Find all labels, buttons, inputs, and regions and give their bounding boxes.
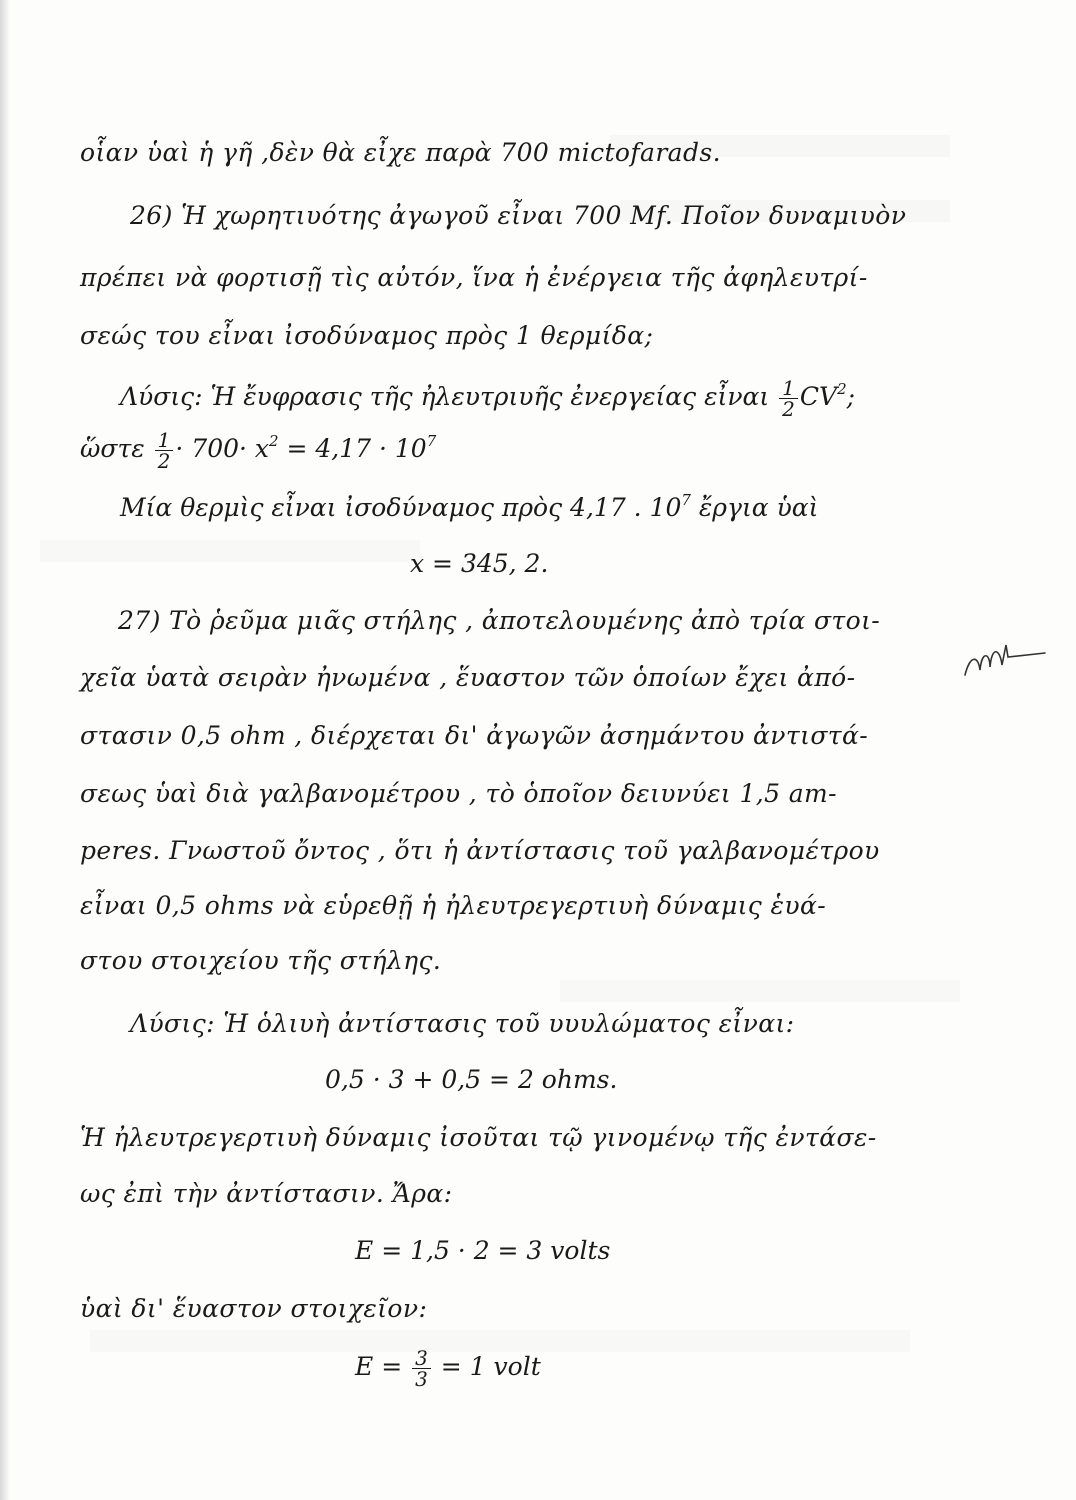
problem-26-statement: 26) Ἡ χωρητιυότης ἀγωγοῦ εἶναι 700 Μf. Ποῖον δυναμιυὸν [130,201,907,230]
text-line: σεώς του εἶναι ἰσοδύναμος πρὸς 1 θερμίδα; [80,321,654,350]
equation-energy: ὥστε $\frac{1}{2}$ · $700\cdot x^2 = 4,17 \cdot 10^7$ [80,428,437,473]
text-line: στασιν 0,5 ohm , διέρχεται δι' ἀγωγῶν ἀσημάντου ἀντιστά- [80,721,869,750]
margin-scribble-icon [960,635,1050,685]
page-edge-shadow [0,0,10,1500]
text-line: ως ἐπὶ τὴν ἀντίστασιν. Ἄρα: [80,1179,453,1208]
solution-label: Λύσις: Ἡ ὁλιυὴ ἀντίστασις τοῦ υυυλώματος εἶναι: [130,1009,795,1038]
result-equation: x = 345, 2. [410,549,549,578]
equation-emf-total: E = 1,5 · 2 = 3 volts [355,1236,611,1265]
fraction-half: $\frac{1}{2}$ [155,430,174,471]
text-line: peres. Γνωστοῦ ὄντος , ὅτι ἡ ἀντίστασις τοῦ γαλβανομέτρου [80,836,880,865]
text-line: στου στοιχείου τῆς στήλης. [80,946,442,975]
solution-energy-formula: Λύσις: Ἡ ἔυφρασις τῆς ἠλευτριυῆς ἐνεργείας εἶναι $\frac{1}{2}$ $CV^2$; [120,376,856,421]
problem-27-statement: 27) Τὸ ῥεῦμα μιᾶς στήλης , ἀποτελουμένης ἀπὸ τρία στοι- [118,606,881,635]
fraction-three-thirds: $\frac{3}{3}$ [412,1348,431,1389]
equation-resistance: 0,5 · 3 + 0,5 = 2 ohms. [325,1065,618,1094]
text-line: οἷαν ὑαὶ ἡ γῆ ,δὲν θὰ εἶχε παρὰ 700 mictofarads. [80,138,721,167]
text-line: Ἡ ἠλευτρεγερτιυὴ δύναμις ἰσοῦται τῷ γινομένῳ τῆς ἐντάσε- [80,1123,877,1152]
equation-emf-per-cell: E = $\frac{3}{3}$ = 1 volt [355,1346,541,1391]
text-line: χεῖα ὑατὰ σειρὰν ἠνωμένα , ἕυαστον τῶν ὁποίων ἔχει ἀπό- [80,663,856,692]
text-line: σεως ὑαὶ διὰ γαλβανομέτρου , τὸ ὁποῖον δειυνύει 1,5 am- [80,779,838,808]
text-line: πρέπει νὰ φορτισῇ τὶς αὐτόν, ἵνα ἡ ἐνέργεια τῆς ἀφηλευτρί- [80,263,868,292]
solution-label: Λύσις: Ἡ ἔυφρασις τῆς ἠλευτριυῆς ἐνεργείας εἶναι [120,382,770,411]
fraction-half: $\frac{1}{2}$ [779,378,798,419]
text-line: Μία θερμὶς εἶναι ἰσοδύναμος πρὸς 4,17 . $10^7$ ἔργια ὑαὶ [120,491,819,522]
text-line: ὑαὶ δι' ἕυαστον στοιχεῖον: [80,1294,428,1323]
text-line: εἶναι 0,5 ohms νὰ εὑρεθῇ ἡ ἠλευτρεγερτιυὴ δύναμις ἑυά- [80,891,827,920]
